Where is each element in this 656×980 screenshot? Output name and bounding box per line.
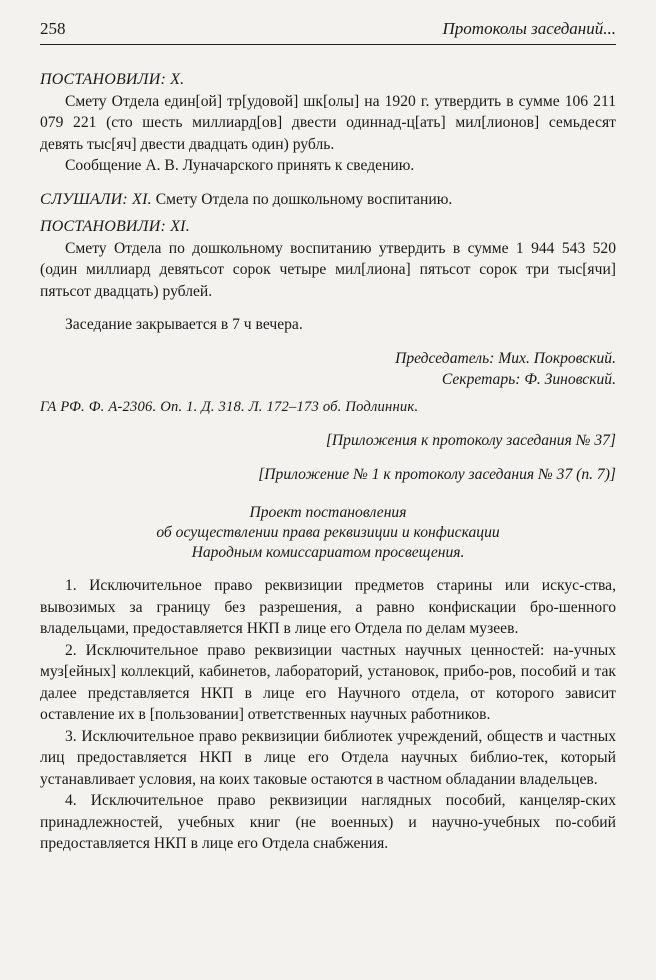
document-body [40,45,616,855]
draft-title-line-3: Народным комиссариатом просвещения. [191,544,465,561]
heard-xi-text: Смету Отдела по дошкольному воспитанию. [151,190,453,208]
resolution-x-note: Сообщение А. В. Луначарского принять к сведению. [65,157,415,174]
appendices-heading: [Приложения к протоколу заседания № 37] [325,432,616,449]
running-title: Протоколы заседаний... [442,19,616,38]
draft-title [40,503,616,563]
heard-xi [40,189,616,211]
archive-reference: ГА РФ. Ф. А-2306. Оп. 1. Д. 318. Л. 172–173 об. Подлинник. [40,398,419,415]
closing-line: Заседание закрывается в 7 ч вечера. [65,316,303,333]
draft-item-3: 3. Исключительное право реквизиции библиотек учреждений, обществ и частных лиц предоставляется НКП в лице его Отдела научных библио-тек, который устанавливает условия, на коих таковые остаются в частном обладании владельцев. [40,727,616,788]
chairman-signature: Председатель: Мих. Покровский. [395,349,616,367]
heard-xi-label: СЛУШАЛИ: XI. [40,190,152,208]
draft-item-4: 4. Исключительное право реквизиции наглядных пособий, канцеляр-ских принадлежностей, учебных книг (не военных) и научно-учебных по-собий предоставляется НКП в лице его Отдела снабжения. [40,792,616,852]
appendix-1-heading: [Приложение № 1 к протоколу заседания № 37 (п. 7)] [258,465,616,483]
draft-title-line-1: Проект постановления [249,504,407,521]
resolution-x-heading: ПОСТАНОВИЛИ: X. [40,71,185,88]
resolution-xi-text: Смету Отдела по дошкольному воспитанию утвердить в сумме 1 944 543 520 (один миллиард девятьсот сорок четыре мил[лиона] пятьсот сорок три тыс[ячи] пятьсот двадцать) рублей. [40,239,616,300]
draft-item-1: 1. Исключительное право реквизиции предметов старины или искус-ства, вывозимых за границу без разрешения, а равно конфискации бро-шенного владельцами, предоставляется НКП в лице его Отдела по делам музеев. [40,577,616,637]
draft-item-2: 2. Исключительное право реквизиции частных научных ценностей: на-учных муз[ейных] коллекций, кабинетов, лабораторий, установок, прибо-ров, пособий и так далее представляется НКП в лице его Научного отдела, от которого зависит оставление их в [пользовании] ответственных научных работников. [40,641,616,723]
resolution-x-text: Смету Отдела един[ой] тр[удовой] шк[олы] на 1920 г. утвердить в сумме 106 211 079 221 (сто шесть миллиард[ов] двести одиннад-ц[ать] мил[лионов] семьдесят девять тыс[яч] двести двадцать один) рубль. [40,92,616,153]
running-header [40,18,616,45]
draft-title-line-2: об осуществлении права реквизиции и конфискации [156,524,500,541]
document-page [40,18,616,855]
page-number: 258 [40,19,66,38]
resolution-xi-heading: ПОСТАНОВИЛИ: XI. [40,218,190,235]
secretary-signature: Секретарь: Ф. Зиновский. [441,371,616,388]
